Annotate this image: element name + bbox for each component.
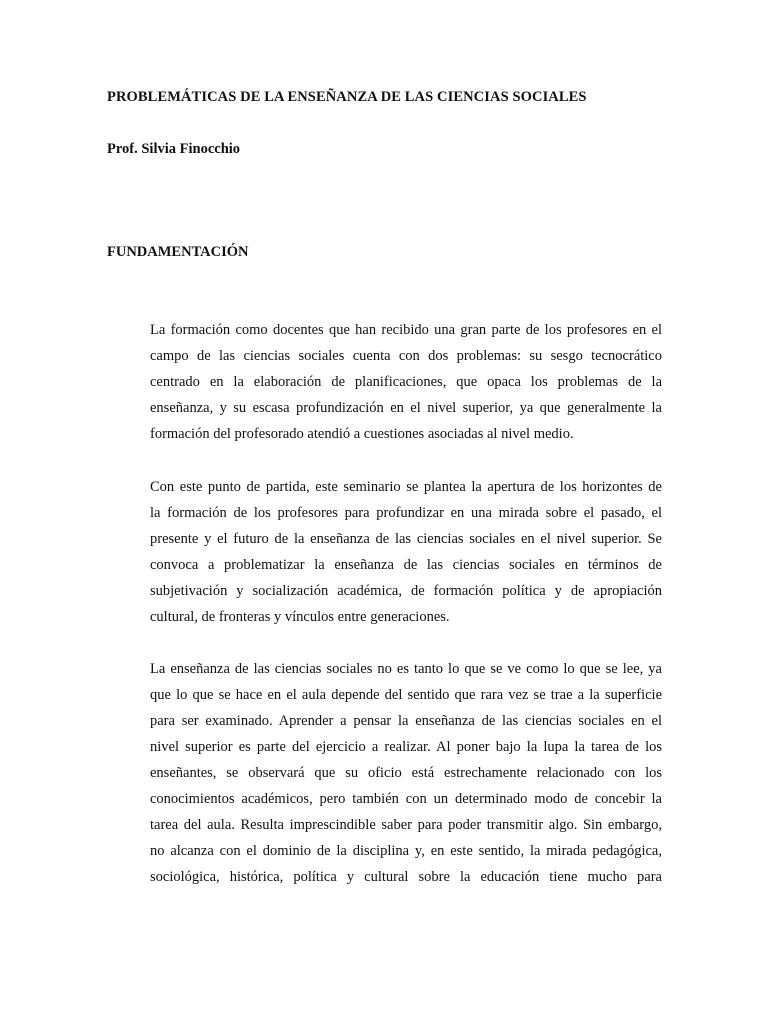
paragraph-line: centrado en la elaboración de planificaciones, que opaca los problemas de la xyxy=(150,374,662,390)
paragraph-line: no alcanza con el dominio de la disciplina y, en este sentido, la mirada pedagógica, xyxy=(150,843,662,859)
paragraph-2 xyxy=(150,474,662,630)
document-author: Prof. Silvia Finocchio xyxy=(107,141,241,157)
paragraph-line: La enseñanza de las ciencias sociales no es tanto lo que se ve como lo que se lee, ya xyxy=(150,661,662,677)
paragraph-line: La formación como docentes que han recibido una gran parte de los profesores en el xyxy=(150,322,662,338)
paragraph-line: cultural, de fronteras y vínculos entre generaciones. xyxy=(150,609,450,625)
paragraph-line: sociológica, histórica, política y cultural sobre la educación tiene mucho para xyxy=(150,869,662,885)
paragraph-line: subjetivación y socialización académica, de formación política y de apropiación xyxy=(150,583,662,599)
paragraph-line: nivel superior es parte del ejercicio a realizar. Al poner bajo la lupa la tarea de los xyxy=(150,739,662,755)
paragraph-line: la formación de los profesores para profundizar en una mirada sobre el pasado, el xyxy=(150,505,662,521)
paragraph-line: formación del profesorado atendió a cuestiones asociadas al nivel medio. xyxy=(150,426,574,442)
document-title: PROBLEMÁTICAS DE LA ENSEÑANZA DE LAS CIENCIAS SOCIALES xyxy=(107,89,587,105)
paragraph-line: convoca a problematizar la enseñanza de las ciencias sociales en términos de xyxy=(150,557,662,573)
paragraph-1 xyxy=(150,317,662,447)
paragraph-line: tarea del aula. Resulta imprescindible saber para poder transmitir algo. Sin embargo, xyxy=(150,817,662,833)
section-heading: FUNDAMENTACIÓN xyxy=(107,244,249,260)
paragraph-line: campo de las ciencias sociales cuenta con dos problemas: su sesgo tecnocrático xyxy=(150,348,662,364)
paragraph-line: enseñantes, se observará que su oficio está estrechamente relacionado con los xyxy=(150,765,662,781)
paragraph-3 xyxy=(150,656,662,890)
paragraph-line: Con este punto de partida, este seminario se plantea la apertura de los horizontes de xyxy=(150,479,662,495)
paragraph-line: para ser examinado. Aprender a pensar la enseñanza de las ciencias sociales en el xyxy=(150,713,662,729)
paragraph-line: conocimientos académicos, pero también con un determinado modo de concebir la xyxy=(150,791,662,807)
paragraph-line: enseñanza, y su escasa profundización en el nivel superior, ya que generalmente la xyxy=(150,400,662,416)
paragraph-line: que lo que se hace en el aula depende del sentido que rara vez se trae a la superficie xyxy=(150,687,662,703)
paragraph-line: presente y el futuro de la enseñanza de las ciencias sociales en el nivel superior. Se xyxy=(150,531,662,547)
